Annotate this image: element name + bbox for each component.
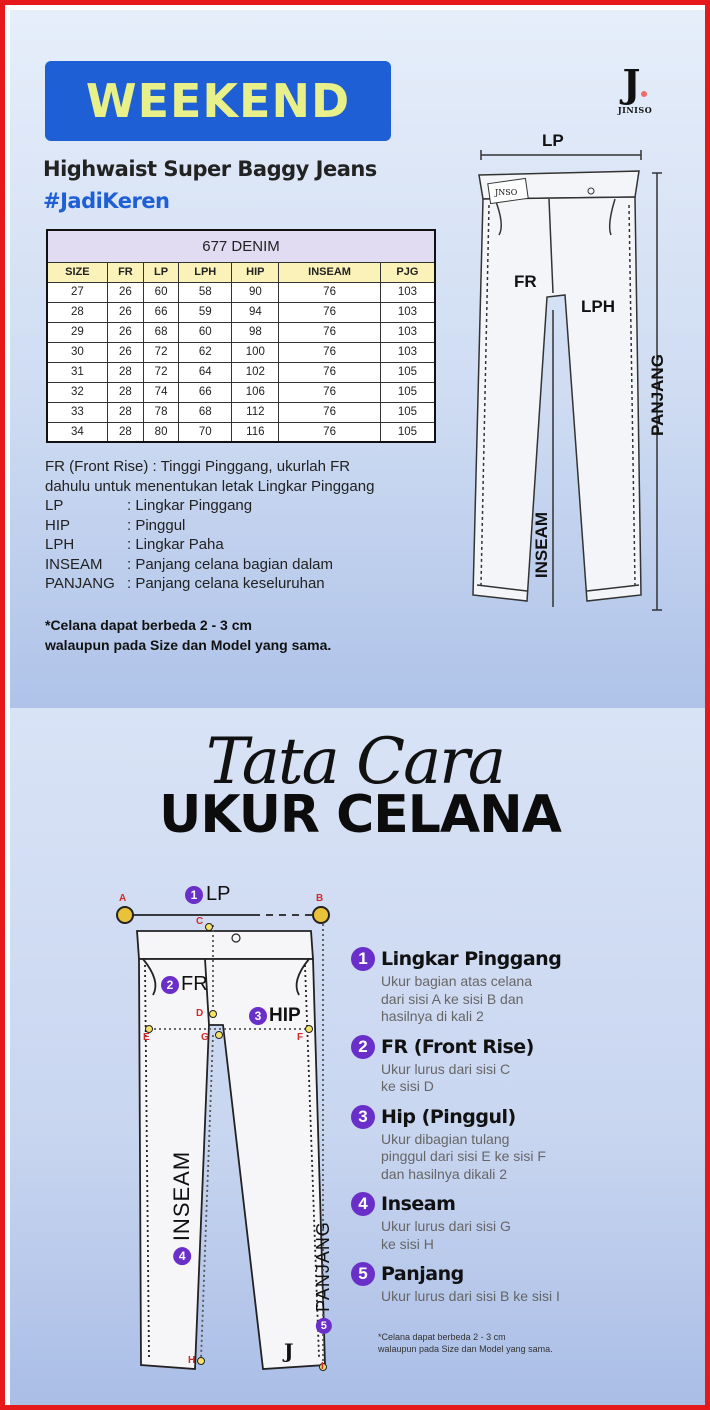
product-title: Highwaist Super Baggy Jeans: [43, 157, 377, 181]
table-cell: 70: [179, 422, 232, 442]
table-cell: 26: [107, 282, 143, 302]
table-caption: 677 DENIM: [47, 230, 435, 262]
step-number-badge: 1: [351, 947, 375, 971]
diagram-panjang-label: PANJANG: [312, 1221, 333, 1312]
step-description: Ukur lurus dari sisi G ke sisi H: [381, 1218, 511, 1252]
step-item: [351, 1105, 701, 1184]
legend-item: [45, 535, 374, 555]
step-item: [351, 1192, 701, 1253]
step-number-badge: 3: [249, 1007, 267, 1025]
table-cell: 72: [144, 342, 179, 362]
inseam-label: INSEAM: [532, 511, 552, 579]
table-cell: 68: [179, 402, 232, 422]
logo-mark: J: [622, 61, 641, 106]
table-cell: 59: [179, 302, 232, 322]
table-cell: 76: [279, 382, 381, 402]
step-number-badge: 4: [351, 1192, 375, 1216]
point-b-label: B: [316, 893, 324, 904]
table-cell: 60: [179, 322, 232, 342]
step-item: [351, 1262, 701, 1306]
legend-value: : Panjang celana keseluruhan: [127, 575, 325, 592]
table-cell: 34: [47, 422, 107, 442]
table-cell: 103: [380, 322, 435, 342]
diagram-hip-label: HIP: [269, 1005, 301, 1026]
step-number-badge: 5: [351, 1262, 375, 1286]
table-cell: 102: [232, 362, 279, 382]
step-number-badge: 3: [351, 1105, 375, 1129]
diagram-fr-label: FR: [181, 973, 208, 995]
col-header: LP: [144, 262, 179, 282]
fr-label: FR: [514, 272, 537, 291]
step-item: [351, 947, 701, 1026]
point-i-label: I: [321, 1361, 324, 1372]
size-note: [45, 615, 331, 655]
col-header: INSEAM: [279, 262, 381, 282]
legend-fr-line: dahulu untuk menentukan letak Lingkar Pinggang: [45, 477, 375, 495]
col-header: PJG: [380, 262, 435, 282]
guide-title-script: Tata Cara: [206, 725, 504, 799]
table-cell: 76: [279, 322, 381, 342]
point-c-marker: [206, 924, 213, 931]
point-g-marker: [216, 1032, 223, 1039]
step-number-badge: 2: [161, 976, 179, 994]
legend-value: : Lingkar Paha: [127, 536, 224, 553]
legend-value: : Lingkar Pinggang: [127, 497, 253, 514]
point-h-label: H: [188, 1355, 196, 1366]
diagram-logo-mark: J: [284, 1339, 294, 1363]
point-e-label: E: [143, 1032, 150, 1043]
table-cell: 112: [232, 402, 279, 422]
step-number-badge: 4: [173, 1247, 191, 1265]
table-row: [47, 382, 435, 402]
logo-name: JINISO: [617, 105, 653, 115]
table-cell: 30: [47, 342, 107, 362]
step-title: FR (Front Rise): [381, 1035, 534, 1058]
table-cell: 98: [232, 322, 279, 342]
note-line: *Celana dapat berbeda 2 - 3 cm: [378, 1332, 506, 1342]
step-number-badge: 2: [351, 1035, 375, 1059]
tag-label: JNSO: [495, 188, 518, 197]
legend-item: [45, 516, 374, 536]
step-description: Ukur lurus dari sisi C ke sisi D: [381, 1060, 511, 1094]
table-cell: 28: [107, 362, 143, 382]
table-cell: 76: [279, 302, 381, 322]
point-f-label: F: [297, 1032, 304, 1043]
diagram-inseam-marker: [169, 1151, 195, 1265]
col-header: SIZE: [47, 262, 107, 282]
jiniso-logo: [615, 61, 655, 115]
table-cell: 103: [380, 302, 435, 322]
table-cell: 58: [179, 282, 232, 302]
legend-key: HIP: [45, 516, 71, 534]
table-cell: 90: [232, 282, 279, 302]
table-cell: 76: [279, 422, 381, 442]
table-row: [47, 402, 435, 422]
legend-item: [45, 574, 374, 594]
table-cell: 76: [279, 282, 381, 302]
table-cell: 28: [107, 402, 143, 422]
table-cell: 26: [107, 322, 143, 342]
table-cell: 76: [279, 342, 381, 362]
size-table: [46, 229, 436, 443]
weekend-badge: WEEKEND: [45, 61, 391, 141]
table-row: [47, 362, 435, 382]
point-h-marker: [198, 1358, 205, 1365]
point-a-label: A: [119, 893, 127, 904]
diagram-panjang-marker: [313, 1221, 334, 1334]
table-cell: 105: [380, 422, 435, 442]
table-row: [47, 422, 435, 442]
table-cell: 62: [179, 342, 232, 362]
pants-diagram-bottom: [113, 885, 343, 1385]
table-cell: 26: [107, 342, 143, 362]
table-cell: 76: [279, 362, 381, 382]
table-row: [47, 322, 435, 342]
point-b-marker: [313, 907, 329, 923]
point-g-label: G: [201, 1032, 209, 1043]
diagram-fr-marker: [161, 973, 208, 996]
legend-key: PANJANG: [45, 575, 115, 592]
point-a-marker: [117, 907, 133, 923]
lp-label: LP: [542, 131, 564, 150]
table-cell: 64: [179, 362, 232, 382]
point-c-label: C: [196, 916, 204, 927]
table-row: [47, 342, 435, 362]
table-cell: 105: [380, 382, 435, 402]
hashtag: #JadiKeren: [43, 189, 170, 213]
table-cell: 27: [47, 282, 107, 302]
point-d-label: D: [196, 1008, 204, 1019]
legend-key: INSEAM: [45, 555, 103, 573]
legend-key: LP: [45, 497, 64, 514]
point-d-marker: [210, 1011, 217, 1018]
panjang-label: PANJANG: [647, 354, 667, 436]
table-cell: 105: [380, 362, 435, 382]
table-cell: 100: [232, 342, 279, 362]
table-cell: 116: [232, 422, 279, 442]
table-cell: 78: [144, 402, 179, 422]
table-cell: 72: [144, 362, 179, 382]
step-description: Ukur lurus dari sisi B ke sisi I: [381, 1288, 560, 1304]
table-cell: 26: [107, 302, 143, 322]
step-description: Ukur dibagian tulang pinggul dari sisi E ke sisi F dan hasilnya dikali 2: [381, 1130, 546, 1182]
step-title: Hip (Pinggul): [381, 1105, 516, 1128]
table-cell: 32: [47, 382, 107, 402]
table-cell: 106: [232, 382, 279, 402]
legend-item: [45, 496, 374, 516]
table-cell: 29: [47, 322, 107, 342]
table-cell: 103: [380, 282, 435, 302]
table-cell: 66: [144, 302, 179, 322]
step-title: Lingkar Pinggang: [381, 948, 562, 970]
diagram-lp-marker: [185, 883, 230, 906]
logo-dot-icon: [641, 91, 647, 97]
col-header: HIP: [232, 262, 279, 282]
col-header: FR: [107, 262, 143, 282]
table-cell: 28: [47, 302, 107, 322]
legend: [45, 457, 374, 594]
table-cell: 103: [380, 342, 435, 362]
diagram-hip-marker: [249, 1005, 301, 1027]
step-number-badge: 1: [185, 886, 203, 904]
table-row: [47, 282, 435, 302]
step-title: Panjang: [381, 1263, 464, 1285]
table-cell: 105: [380, 402, 435, 422]
legend-item: [45, 555, 374, 575]
legend-value: : Pinggul: [127, 516, 186, 534]
table-cell: 33: [47, 402, 107, 422]
table-cell: 68: [144, 322, 179, 342]
diagram-lp-label: LP: [206, 883, 231, 905]
table-cell: 66: [179, 382, 232, 402]
legend-key: LPH: [45, 536, 75, 553]
table-cell: 74: [144, 382, 179, 402]
step-item: [351, 1035, 701, 1096]
table-header-row: [47, 262, 435, 282]
legend-value: : Panjang celana bagian dalam: [127, 555, 333, 573]
table-cell: 76: [279, 402, 381, 422]
table-cell: 60: [144, 282, 179, 302]
point-f-marker: [306, 1026, 313, 1033]
lph-label: LPH: [581, 297, 615, 316]
step-title: Inseam: [381, 1193, 456, 1215]
table-row: [47, 302, 435, 322]
diagram-inseam-label: INSEAM: [169, 1150, 195, 1242]
table-cell: 28: [107, 382, 143, 402]
note-line: walaupun pada Size dan Model yang sama.: [45, 637, 332, 653]
steps-list: [351, 947, 701, 1315]
table-cell: 31: [47, 362, 107, 382]
table-cell: 80: [144, 422, 179, 442]
table-cell: 28: [107, 422, 143, 442]
guide-note: [378, 1331, 553, 1355]
step-number-badge: 5: [315, 1318, 331, 1334]
guide-title-bold: UKUR CELANA: [159, 785, 561, 845]
legend-fr-line: FR (Front Rise) : Tinggi Pinggang, ukurlah FR: [45, 458, 351, 475]
step-description: Ukur bagian atas celana dari sisi A ke sisi B dan hasilnya di kali 2: [381, 973, 532, 1024]
note-line: walaupun pada Size dan Model yang sama.: [378, 1344, 553, 1354]
col-header: LPH: [179, 262, 232, 282]
table-cell: 94: [232, 302, 279, 322]
note-line: *Celana dapat berbeda 2 - 3 cm: [45, 617, 252, 633]
